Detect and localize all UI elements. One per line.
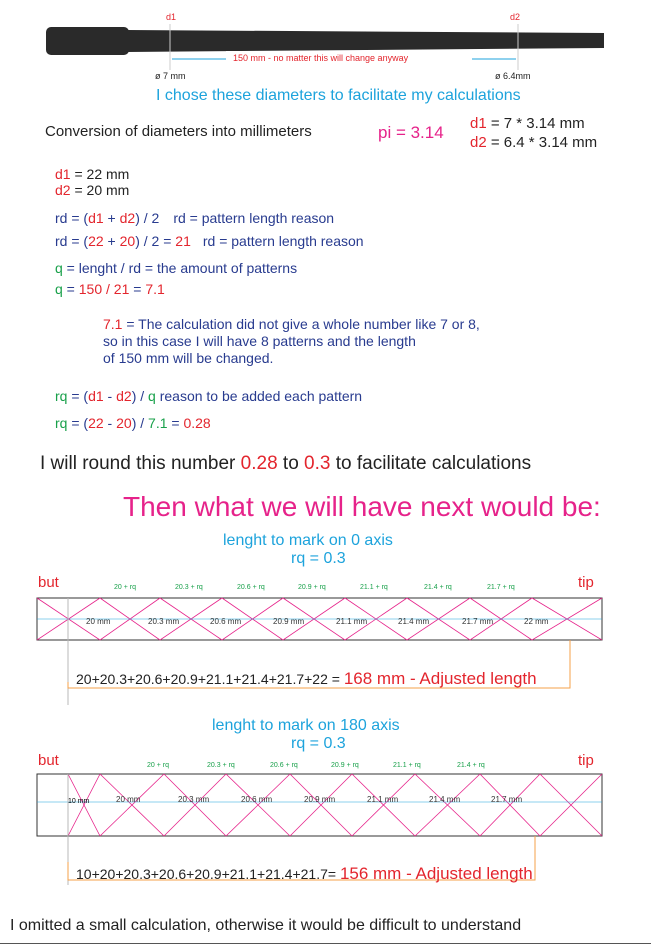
axis0-cell-label: 21.7 mm (462, 617, 494, 626)
rod-diam-left: ø 7 mm (155, 71, 186, 81)
axis180-cell-label: 20.9 mm (304, 795, 336, 804)
next-title: Then what we will have next would be: (123, 491, 601, 522)
axis180-cell-label: 20.6 mm (241, 795, 273, 804)
axis0-top-label: 21.1 + rq (360, 584, 388, 591)
calc-note: 7.1 = The calculation did not give a whole number like 7 or 8, so in this case I will have 8 patterns and the length of 150 mm will be changed. (103, 316, 480, 366)
axis0-cell-label: 20.3 mm (148, 617, 180, 626)
axis180-cell-label: 21.4 mm (429, 795, 461, 804)
calc-d1: d1 = 22 mm (55, 166, 130, 182)
pi-value: pi = 3.14 (378, 123, 444, 142)
axis180-top-label: 20.3 + rq (207, 762, 235, 769)
axis0-top-label: 20 + rq (114, 584, 136, 591)
axis0-top-label: 20.3 + rq (175, 584, 203, 591)
rod-drawing (0, 0, 651, 80)
calc-q-result: q = 150 / 21 = 7.1 (55, 281, 165, 297)
axis180-rq: rq = 0.3 (291, 735, 346, 752)
calc-rd-result: rd = (22 + 20) / 2 = 21 rd = pattern length reason (55, 233, 364, 249)
axis180-cell-label: 20.3 mm (178, 795, 210, 804)
axis0-sum: 20+20.3+20.6+20.9+21.1+21.4+21.7+22 = 168 mm - Adjusted length (76, 669, 537, 688)
axis0-top-label: 21.4 + rq (424, 584, 452, 591)
conversion-d2: d2 = 6.4 * 3.14 mm (470, 134, 598, 151)
bottom-divider (0, 943, 651, 944)
calc-rq-formula: rq = (d1 - d2) / q reason to be added each pattern (55, 388, 363, 404)
rod-label-d2: d2 (510, 12, 521, 22)
axis0-top-label: 20.9 + rq (298, 584, 326, 591)
axis180-top-label: 21.4 + rq (457, 762, 485, 769)
round-note: I will round this number 0.28 to 0.3 to facilitate calculations (40, 453, 532, 474)
axis180-tip: tip (578, 752, 594, 769)
axis180-top-label: 20.9 + rq (331, 762, 359, 769)
axis0-top-label: 21.7 + rq (487, 584, 515, 591)
axis0-title: lenght to mark on 0 axis (223, 532, 393, 549)
axis180-sum: 10+20+20.3+20.6+20.9+21.1+21.4+21.7= 156 mm - Adjusted length (76, 864, 533, 883)
axis180-but: but (38, 752, 59, 769)
axis180-top-label: 20.6 + rq (270, 762, 298, 769)
axis180-cell-label: 20 mm (116, 795, 141, 804)
axis180-first-cell: 10 mm (68, 798, 90, 805)
axis0-cell-label: 20.6 mm (210, 617, 242, 626)
axis0-cell-label: 22 mm (524, 617, 549, 626)
calc-rd-formula: rd = (d1 + d2) / 2 rd = pattern length reason (55, 210, 335, 226)
rod-length-note: 150 mm - no matter this will change anyway (233, 53, 409, 63)
axis0-rq: rq = 0.3 (291, 550, 346, 567)
axis0-pattern (0, 590, 651, 710)
conversion-d1: d1 = 7 * 3.14 mm (470, 115, 585, 132)
axis0-cell-label: 21.4 mm (398, 617, 430, 626)
axis180-cell-label: 21.7 mm (491, 795, 523, 804)
conversion-title: Conversion of diameters into millimeters (45, 123, 312, 140)
axis180-top-label: 21.1 + rq (393, 762, 421, 769)
axis0-tip: tip (578, 574, 594, 591)
axis180-frame (37, 774, 602, 836)
axis180-title: lenght to mark on 180 axis (212, 717, 400, 734)
axis0-cell-label: 20.9 mm (273, 617, 305, 626)
rod-diam-right: ø 6.4mm (495, 71, 531, 81)
footer-note: I omitted a small calculation, otherwise it would be difficult to understand (10, 917, 522, 934)
axis0-cell-label: 21.1 mm (336, 617, 368, 626)
rod-handle (46, 27, 129, 55)
axis180-top-label: 20 + rq (147, 762, 169, 769)
rod-blank (125, 30, 604, 52)
axis0-but: but (38, 574, 59, 591)
calc-q-formula: q = lenght / rd = the amount of patterns (55, 260, 298, 276)
rod-label-d1: d1 (166, 12, 177, 22)
axis0-cell-label: 20 mm (86, 617, 111, 626)
axis180-cell-label: 21.1 mm (367, 795, 399, 804)
choice-note: I chose these diameters to facilitate my calculations (156, 87, 521, 104)
calc-d2: d2 = 20 mm (55, 182, 130, 198)
calc-rq-result: rq = (22 - 20) / 7.1 = 0.28 (55, 415, 211, 431)
axis0-top-label: 20.6 + rq (237, 584, 265, 591)
